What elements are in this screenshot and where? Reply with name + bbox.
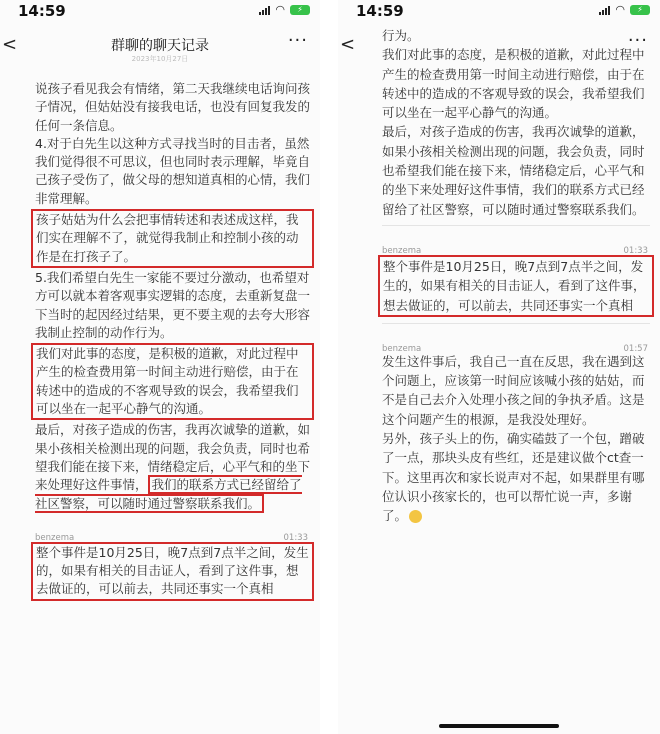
wifi-icon: ◠ [275, 3, 285, 16]
signal-icon [599, 5, 610, 15]
message-time: 01:57 [623, 343, 648, 354]
message-paragraph: 最后，对孩子造成的伤害，我再次诚挚的道歉，如果小孩相关检测出现的问题，我会负责，同时也希望我们能在接下来，情绪稳定后，心平气和的坐下来处理好这件事情，我们的联系方式已经留给了社区警察，可以随时通过警察联系我们。 [382, 124, 645, 217]
highlighted-paragraph: 我们对此事的态度，是积极的道歉，对此过程中产生的检查费用第一时间主动进行赔偿，由于在转述中的造成的不客观导致的误会，我希望我们可以坐在一起平心静气的沟通。 [31, 343, 314, 420]
message-text: 另外，孩子头上的伤，确实磕鼓了一个包，蹭破了一点，那块头皮有些红，还是建议做个ct查一下。这里再次和家长说声对不起，如果群里有哪位认识小孩家长的，也可以帮忙说一声，多谢了。 [382, 431, 645, 524]
home-indicator [439, 724, 559, 728]
status-bar [338, 0, 660, 22]
message-time: 01:33 [623, 245, 648, 256]
message-content [382, 26, 650, 526]
message-paragraph [382, 429, 650, 525]
nav-bar [0, 22, 320, 64]
signal-icon [259, 5, 270, 15]
status-icons [599, 5, 650, 15]
divider [382, 323, 650, 324]
chat-record-panel-left [0, 0, 320, 734]
status-time: 14:59 [356, 2, 404, 20]
message-text: 最后，对孩子造成的伤害，我再次诚挚的道歉，如果小孩相关检测出现的问题，我会负责，同时也希望我们能在接下来，情绪稳定后，心平气和的坐下来处理好这件事情， [35, 422, 311, 493]
message-paragraph: 说孩子看见我会有情绪，第二天我继续电话询问孩子情况，但姑姑没有接我电话，也没有回复我发的任何一条信息。 [35, 81, 311, 133]
message-header [382, 238, 650, 254]
more-options-button[interactable]: ··· [627, 30, 648, 51]
chat-date: 2023年10月27日 [131, 55, 189, 63]
message-content [35, 80, 310, 602]
message-header [35, 525, 310, 541]
sender-name: benzema [35, 532, 75, 543]
back-button[interactable]: < [2, 34, 18, 55]
battery-icon: ⚡ [290, 5, 310, 15]
highlighted-text: 我们的联系方式已经留给了社区警察，可以随时通过警察联系我们。 [35, 477, 302, 511]
highlighted-paragraph: 整个事件是10月25日，晚7点到7点半之间，发生的，如果有相关的目击证人，看到了这件事，想去做证的，可以前去，共同还事实一个真相 [378, 255, 654, 317]
status-time: 14:59 [18, 2, 66, 20]
message-paragraph: 行为。 [382, 28, 420, 43]
message-paragraph: 发生这件事后，我自己一直在反思，我在遇到这个问题上，应该第一时间应该喊小孩的姑姑，而不是自己去介入处理小孩之间的争执矛盾。这是这个问题产生的根源，是我没处理好。 [382, 353, 645, 427]
status-icons [259, 5, 310, 15]
battery-icon: ⚡ [630, 5, 650, 15]
smile-emoji-icon [409, 510, 422, 523]
sender-name: benzema [382, 343, 422, 354]
message-paragraph [35, 421, 310, 512]
wifi-icon: ◠ [615, 3, 625, 16]
page-title: 群聊的聊天记录 [111, 38, 209, 54]
message-header [382, 336, 650, 352]
message-time: 01:33 [283, 532, 308, 543]
divider [382, 225, 650, 226]
message-paragraph: 5.我们希望白先生一家能不要过分激动，也希望对方可以就本着客观事实逻辑的态度，去重新复盘一下当时的起因经过结果，更不要主观的去夸大形容我制止控制的动作行为。 [35, 269, 311, 340]
back-button[interactable]: < [340, 34, 356, 55]
more-options-button[interactable]: ··· [287, 30, 308, 51]
message-paragraph: 4.对于白先生以这种方式寻找当时的目击者，虽然我们觉得很不可思议，但也同时表示理解，毕竟自己孩子受伤了，做父母的想知道真相的心情，我们非常理解。 [35, 135, 311, 206]
highlighted-paragraph: 整个事件是10月25日，晚7点到7点半之间，发生的，如果有相关的目击证人，看到了这件事，想去做证的，可以前去，共同还事实一个真相 [31, 542, 314, 601]
highlighted-paragraph: 孩子姑姑为什么会把事情转述和表述成这样，我们实在理解不了，就觉得我制止和控制小孩的动作是在打孩子了。 [31, 209, 314, 268]
message-paragraph: 我们对此事的态度，是积极的道歉，对此过程中产生的检查费用第一时间主动进行赔偿，由于在转述中的造成的不客观导致的误会，我希望我们可以坐在一起平心静气的沟通。 [382, 47, 645, 121]
chat-record-panel-right [338, 0, 660, 734]
status-bar [0, 0, 320, 22]
sender-name: benzema [382, 245, 422, 256]
